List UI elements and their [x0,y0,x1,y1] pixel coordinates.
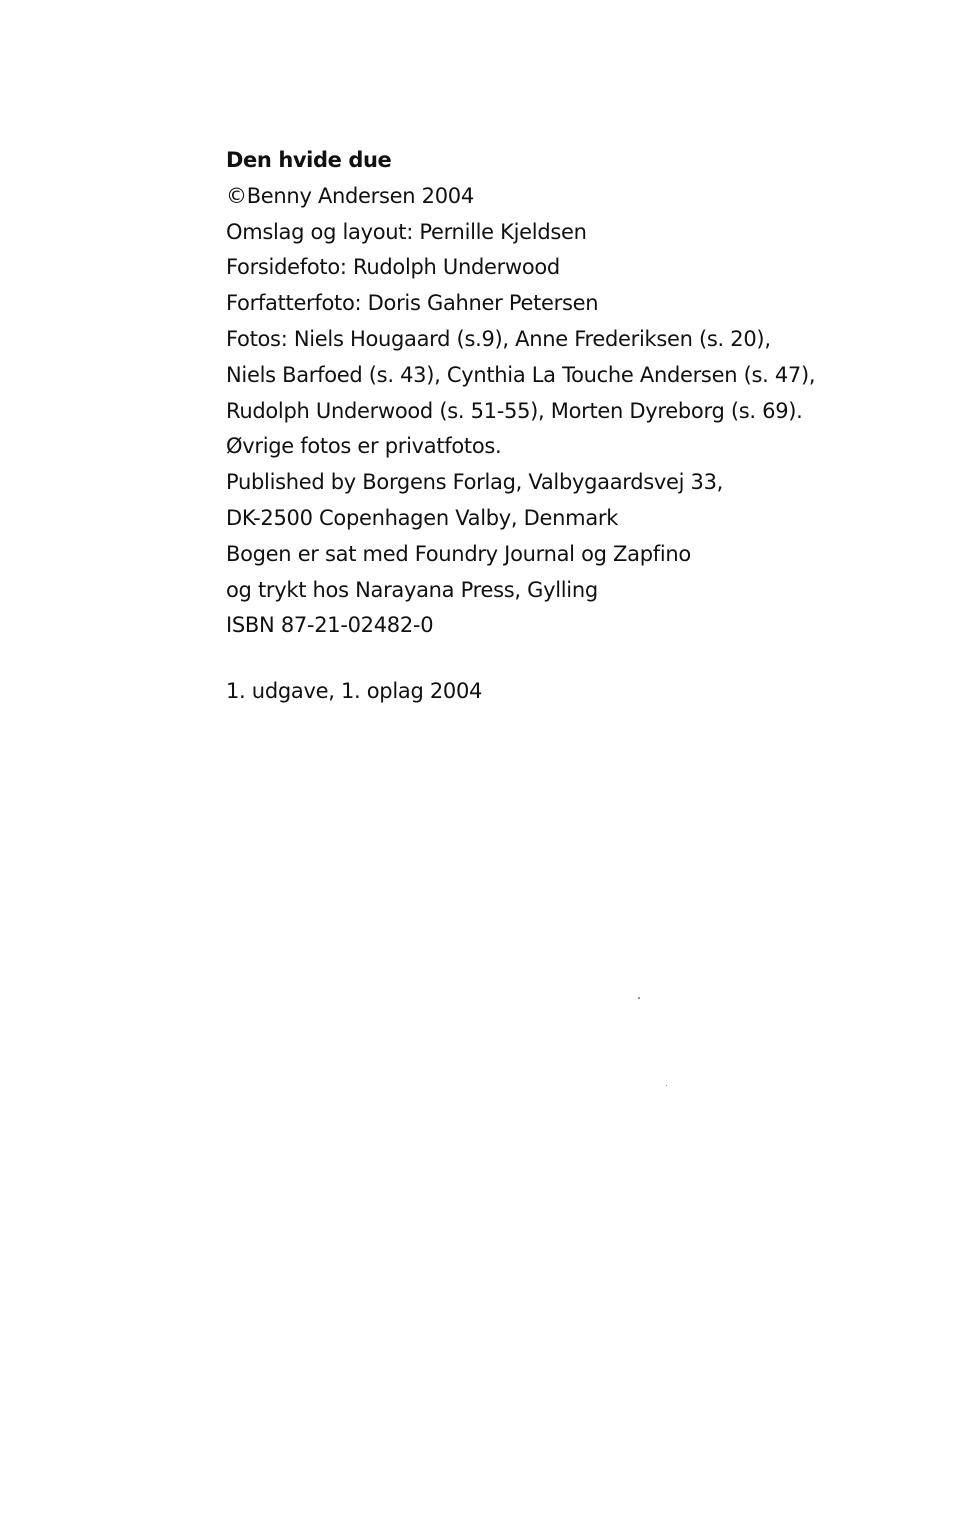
cover-layout-credit: Omslag og layout: Pernille Kjeldsen [226,219,587,244]
scan-speck [666,1085,667,1086]
photo-credits-line-3: Rudolph Underwood (s. 51-55), Morten Dyreborg (s. 69). [226,398,803,423]
other-photos-note: Øvrige fotos er privatfotos. [226,434,502,459]
scan-speck [638,997,640,999]
publisher-line-2: DK-2500 Copenhagen Valby, Denmark [226,505,619,530]
printer-note: og trykt hos Narayana Press, Gylling [226,577,598,602]
photo-credits-line-1: Fotos: Niels Hougaard (s.9), Anne Frederiksen (s. 20), [226,326,771,351]
photo-credits-line-2: Niels Barfoed (s. 43), Cynthia La Touche Andersen (s. 47), [226,362,816,387]
isbn-line: ISBN 87-21-02482-0 [226,613,434,638]
edition-line: 1. udgave, 1. oplag 2004 [226,679,483,703]
cover-photo-credit: Forsidefoto: Rudolph Underwood [226,255,560,280]
typeset-note: Bogen er sat med Foundry Journal og Zapfino [226,541,691,566]
colophon-block [226,143,846,644]
author-photo-credit: Forfatterfoto: Doris Gahner Petersen [226,291,599,316]
book-title: Den hvide due [226,148,392,172]
publisher-line-1: Published by Borgens Forlag, Valbygaardsvej 33, [226,470,724,495]
copyright-line: ©Benny Andersen 2004 [226,183,474,208]
